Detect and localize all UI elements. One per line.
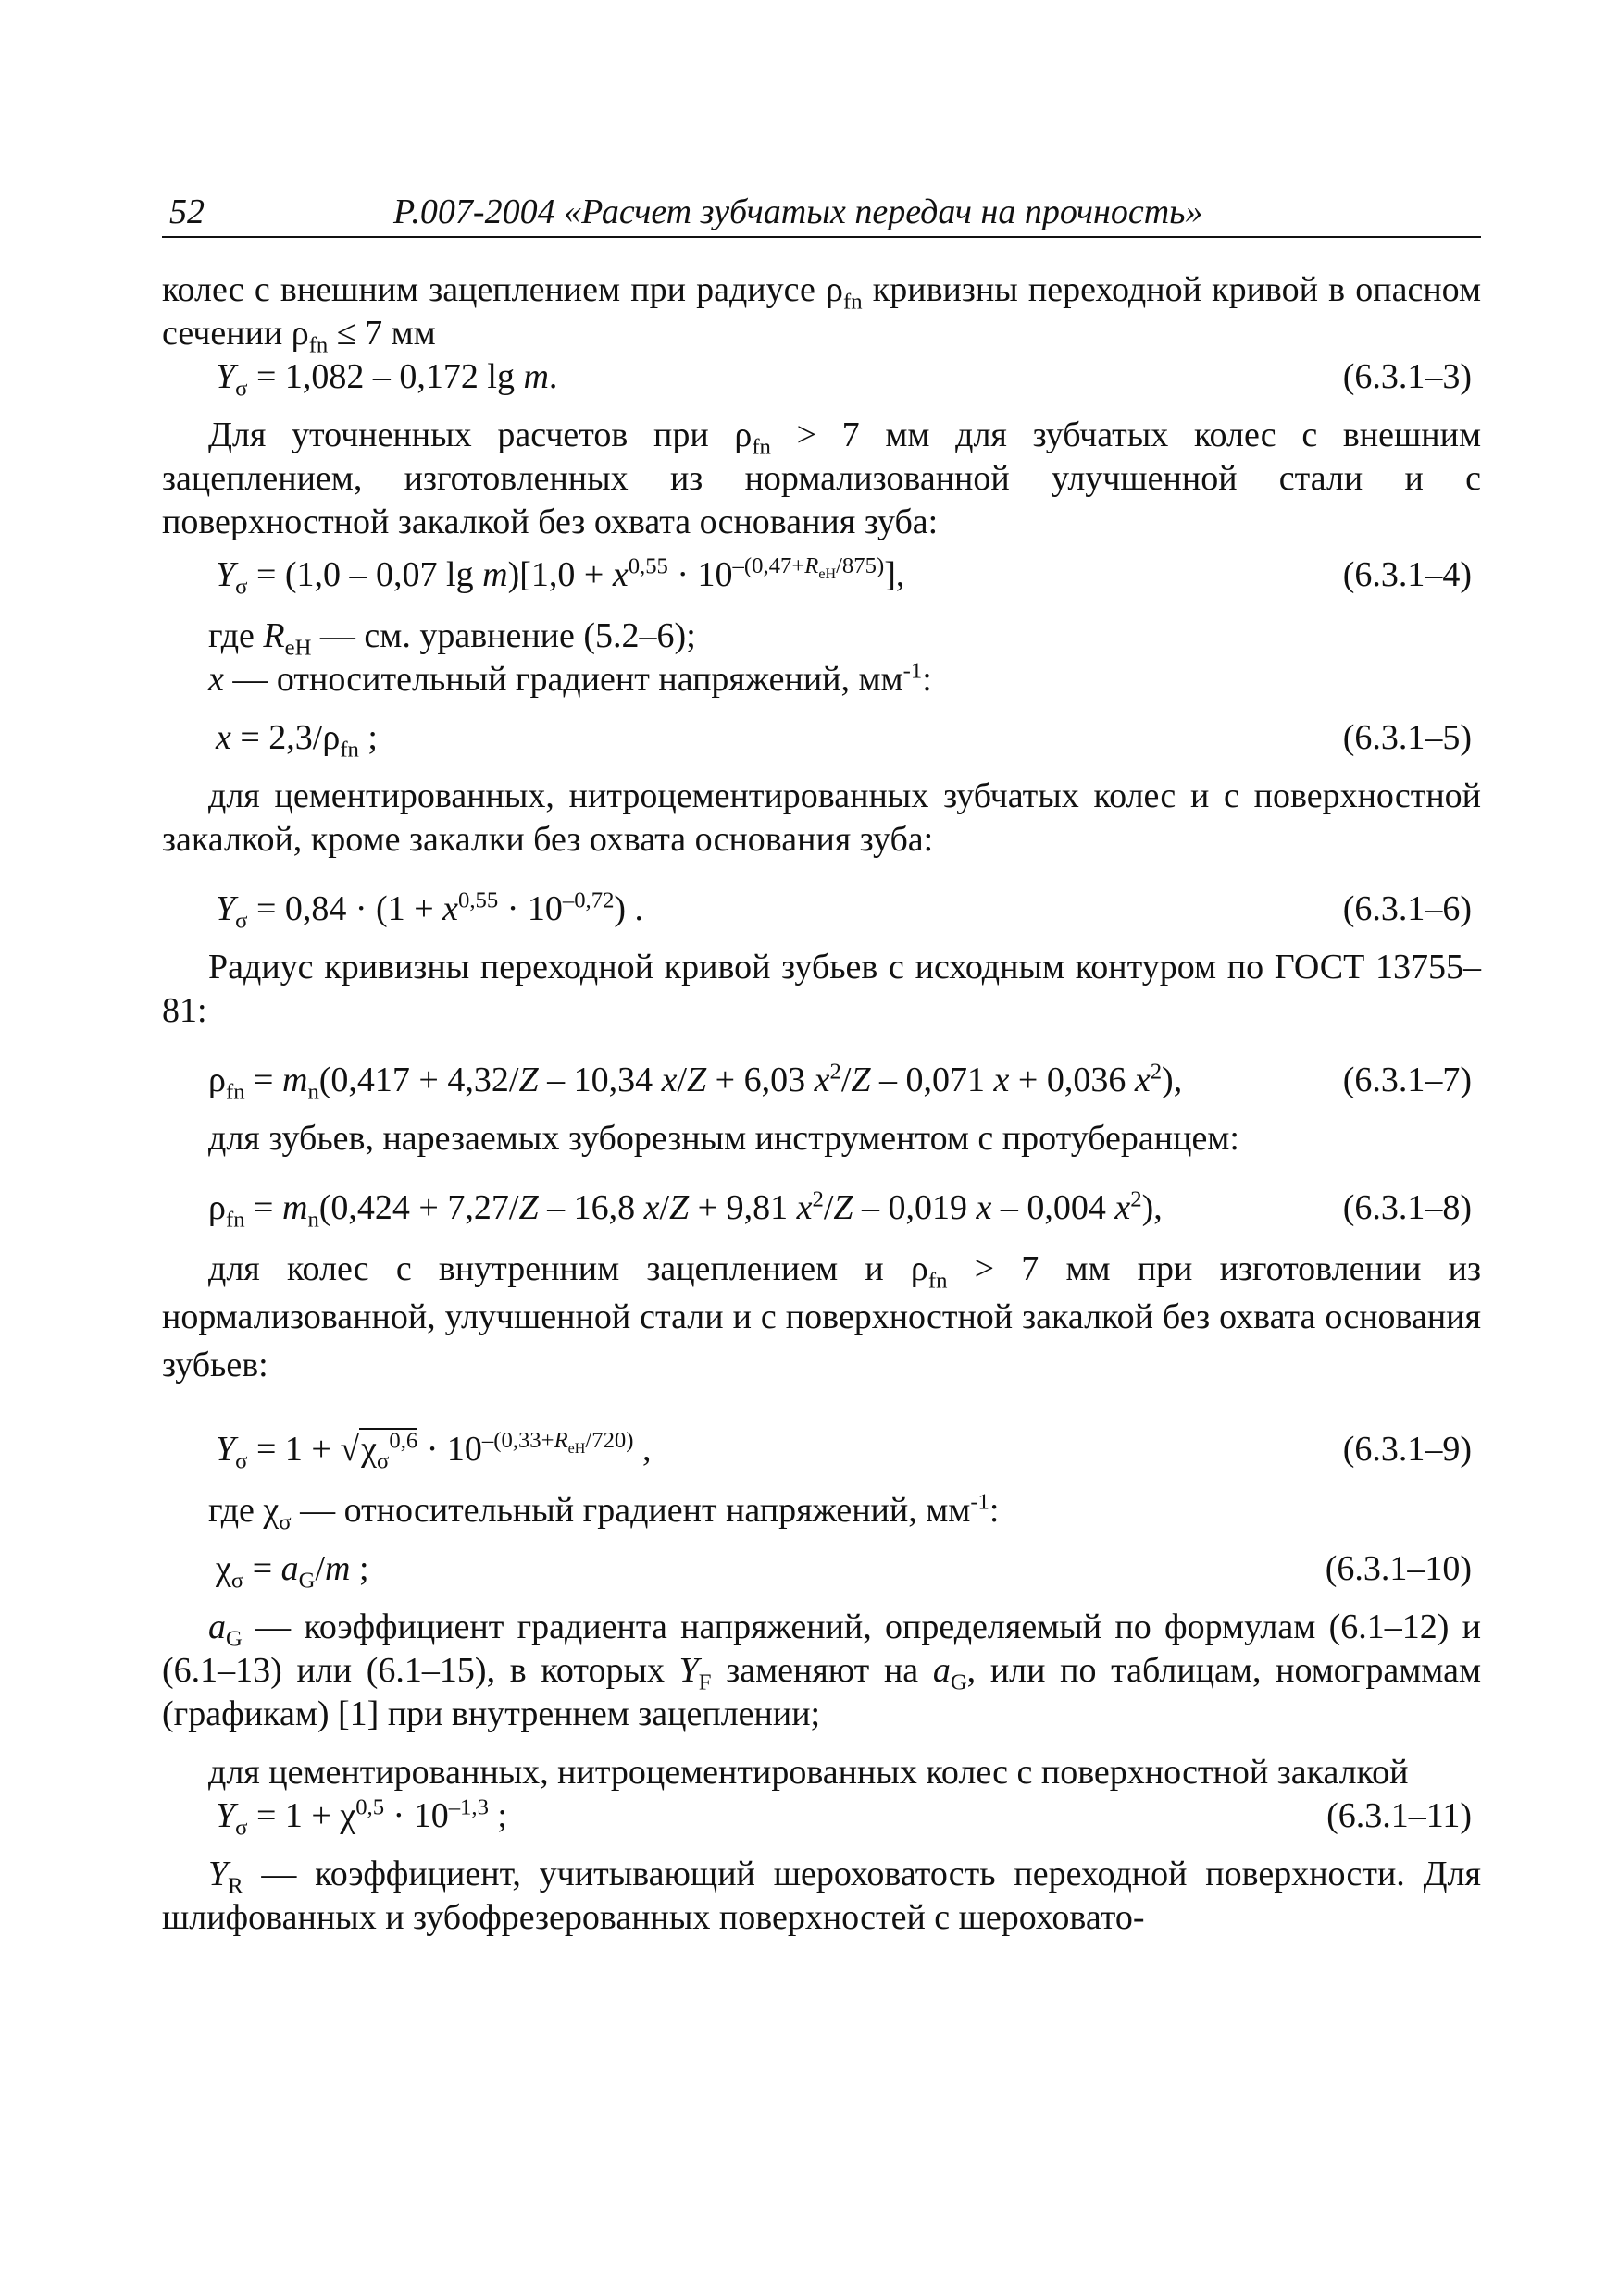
equation-6-3-1-11	[162, 1794, 1481, 1841]
formula: $\rho_{fn} = m_n(0,417 + 4,32/Z - 10,34$ x/Z + 6,03 $x^2/Z - 0,071$ x + 0,036 $x^2$),	[208, 1059, 1183, 1105]
formula: $Y_\sigma = 1 + √\chi_\sigma^{0,6} \cdot 10^{-(0,33+R_{eH}/720)}$ ,	[216, 1428, 652, 1474]
formula: $Y_\sigma = 1,082 - 0,172$ lg m.	[216, 357, 558, 402]
equation-number: (6.3.1–5)	[1342, 718, 1472, 757]
formula: $\rho_{fn} = m_n(0,424 + 7,27/Z - 16,8$ x/Z + 9,81 $x^2/Z - 0,019$ x – 0,004 $x^2$),	[208, 1186, 1163, 1233]
equation-6-3-1-9	[162, 1415, 1481, 1474]
formula: $x = 2,3/\rho_{fn}$ ;	[216, 718, 378, 763]
paragraph-radius: Радиус кривизны переходной кривой зубьев с исходным контуром по ГОСТ 13755–81:	[162, 948, 1481, 1030]
page-header	[162, 190, 1481, 238]
paragraph-yr-def: $Y_R$ — коэффициент, учитывающий шероховатость переходной поверхности. Для шлифованных и зубофрезерованных поверхностей с шероховато-	[162, 1855, 1481, 1937]
running-title: Р.007-2004 «Расчет зубчатых передач на прочность»	[393, 192, 1203, 231]
equation-number: (6.3.1–9)	[1342, 1430, 1472, 1469]
formula: $Y_\sigma = (1,0 - 0,07$ $\lg m)[1,0 + x^{0,55} \cdot 10^{-(0,47+R_{eH}/875)}]$,	[216, 553, 905, 600]
equation-number: (6.3.1–10)	[1325, 1549, 1472, 1588]
equation-6-3-1-4	[162, 544, 1481, 600]
equation-number: (6.3.1–6)	[1342, 889, 1472, 928]
paragraph-intro: колес с внешним зацеплением при радиусе $\rho_{fn}$ кривизны переходной кривой в опасном сечении $\rho_{fn} \le 7$ мм	[162, 270, 1481, 358]
paragraph-cemented: для цементированных, нитроцементированных зубчатых колес и с поверхностной закалкой, кроме закалки без охвата основания зуба:	[162, 776, 1481, 859]
equation-6-3-1-5	[162, 716, 1481, 763]
paragraph-protuberance: для зубьев, нарезаемых зуборезным инструментом с протуберанцем:	[208, 1119, 1239, 1158]
paragraph-where-reh: где $R_{eH}$ — см. уравнение (5.2–6);	[208, 616, 696, 661]
equation-number: (6.3.1–11)	[1326, 1796, 1472, 1835]
equation-6-3-1-3	[162, 355, 1481, 402]
paragraph-cemented-surface: для цементированных, нитроцементированных колес с поверхностной закалкой	[208, 1753, 1409, 1792]
equation-number: (6.3.1–4)	[1342, 555, 1472, 594]
equation-number: (6.3.1–7)	[1342, 1061, 1472, 1099]
equation-6-3-1-7	[162, 1059, 1481, 1105]
paragraph-refined-calc: Для уточненных расчетов при $\rho_{fn} > 7$ мм для зубчатых колес с внешним зацеплением, изготовленных из нормализованной улучшенной стали и с поверхностной закалкой без охвата основания зуба:	[162, 416, 1481, 541]
paragraph-x-def: x — относительный градиент напряжений, $мм^{-1}$:	[208, 658, 932, 699]
formula: $Y_\sigma = 0,84 \cdot (1 + x^{0,55} \cdot 10^{-0,72})$ .	[216, 887, 644, 934]
page-body	[162, 268, 1481, 1940]
equation-6-3-1-6	[162, 887, 1481, 934]
formula: $Y_\sigma = 1 + \chi^{0,5} \cdot 10^{-1,3}$ ;	[216, 1794, 507, 1841]
page-number: 52	[169, 192, 205, 231]
equation-6-3-1-8	[162, 1186, 1481, 1233]
equation-number: (6.3.1–3)	[1342, 357, 1472, 396]
paragraph-internal-gearing: для колес с внутренним зацеплением и $\rho_{fn} > 7$ мм при изготовлении из нормализованной, улучшенной стали и с поверхностной закалкой без охвата основания зубьев:	[162, 1249, 1481, 1384]
equation-6-3-1-10	[162, 1547, 1481, 1594]
paragraph-ag-def: $a_G$ — коэффициент градиента напряжений, определяемый по формулам (6.1–12) и (6.1–13) или (6.1–15), в которых $Y_F$ заменяют на $a_G$, или по таблицам, номограммам (графикам) [1] при внутреннем зацеплении;	[162, 1607, 1481, 1733]
equation-number: (6.3.1–8)	[1342, 1188, 1472, 1227]
paragraph-chi-def: где $\chi_\sigma$ — относительный градиент напряжений, $мм^{-1}$:	[208, 1489, 1000, 1535]
formula: $\chi_\sigma = a_G/m$ ;	[216, 1549, 369, 1594]
